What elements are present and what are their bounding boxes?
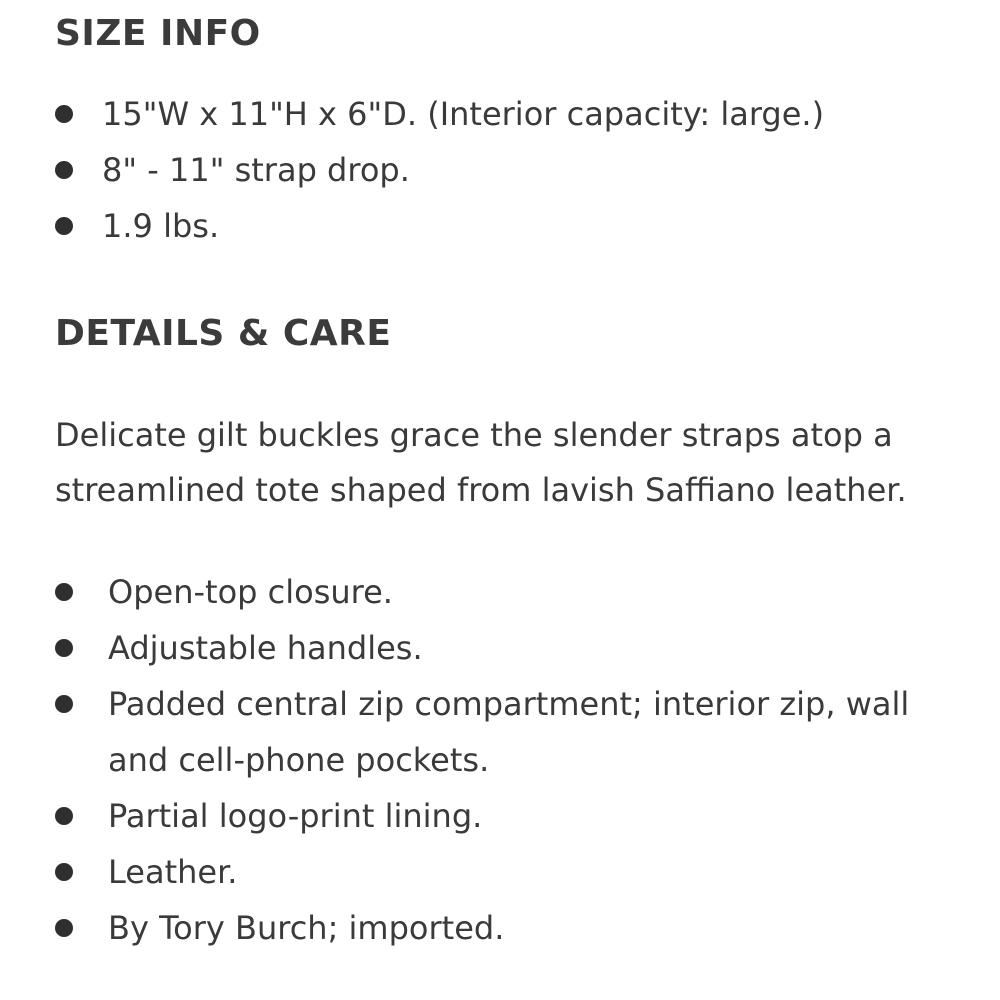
details-care-item: [108, 620, 928, 676]
details-care-item-text: Open-top closure.: [108, 573, 393, 611]
details-care-item-text: Leather.: [108, 853, 238, 891]
details-care-item: [108, 564, 928, 620]
size-info-list: [55, 86, 955, 254]
size-info-item-text: 15"W x 11"H x 6"D. (Interior capacity: large.): [102, 95, 825, 133]
bullet-icon: [55, 863, 73, 881]
bullet-icon: [55, 695, 73, 713]
size-info-heading: SIZE INFO: [55, 13, 261, 54]
details-care-heading: DETAILS & CARE: [55, 313, 392, 354]
product-description: Delicate gilt buckles grace the slender straps atop a streamlined tote shaped from lavish Saffiano leather.: [55, 416, 907, 509]
details-care-item-text: Partial logo-print lining.: [108, 797, 483, 835]
details-care-item-text: By Tory Burch; imported.: [108, 909, 505, 947]
bullet-icon: [55, 919, 73, 937]
details-care-item-text: Padded central zip compartment; interior zip, wall and cell-phone pockets.: [108, 685, 910, 779]
product-info-panel: [55, 0, 955, 956]
bullet-icon: [55, 639, 73, 657]
bullet-icon: [55, 161, 73, 179]
size-info-item: [102, 142, 955, 198]
size-info-item: [102, 86, 955, 142]
details-care-item: [108, 900, 928, 956]
size-info-item-text: 8" - 11" strap drop.: [102, 151, 410, 189]
bullet-icon: [55, 105, 73, 123]
details-care-item: [108, 788, 928, 844]
size-info-item-text: 1.9 lbs.: [102, 207, 220, 245]
details-care-item-text: Adjustable handles.: [108, 629, 423, 667]
size-info-item: [102, 198, 955, 254]
details-care-list: [55, 564, 955, 956]
details-care-item: [108, 844, 928, 900]
details-care-item: [108, 676, 928, 788]
bullet-icon: [55, 217, 73, 235]
bullet-icon: [55, 583, 73, 601]
bullet-icon: [55, 807, 73, 825]
